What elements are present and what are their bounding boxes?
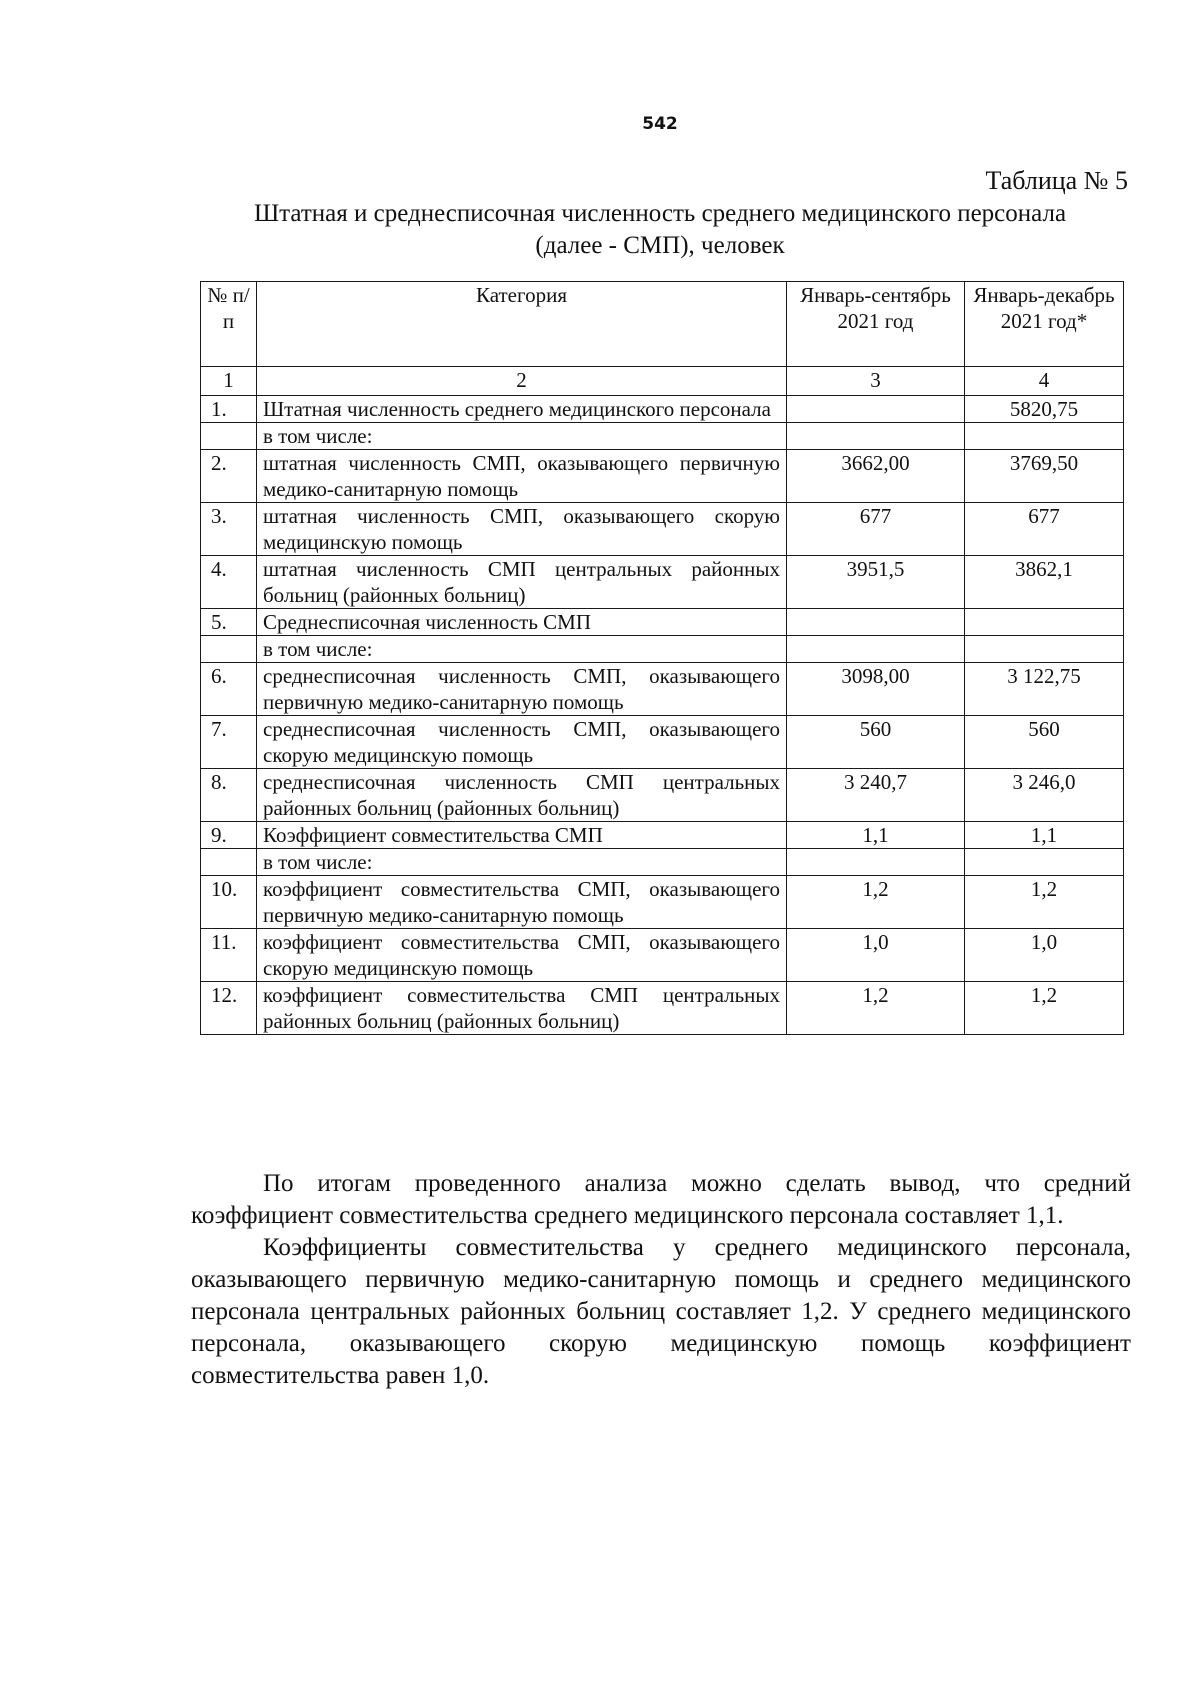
row-category: коэффициент совместительства СМП центральных районных больниц (районных больниц) bbox=[257, 982, 787, 1035]
header-category: Категория bbox=[257, 282, 787, 367]
table-row bbox=[201, 769, 1124, 822]
row-number bbox=[201, 423, 257, 450]
row-number bbox=[201, 849, 257, 876]
row-value-jan-dec: 1,0 bbox=[965, 929, 1124, 982]
row-number: 4. bbox=[201, 556, 257, 609]
header-col4: Январь-декабрь 2021 год* bbox=[965, 282, 1124, 367]
row-value-jan-dec: 1,1 bbox=[965, 822, 1124, 849]
page-number: 542 bbox=[642, 114, 678, 134]
row-category: среднесписочная численность СМП, оказывающего скорую медицинскую помощь bbox=[257, 716, 787, 769]
row-value-jan-dec: 3 122,75 bbox=[965, 663, 1124, 716]
table-caption bbox=[160, 198, 1160, 262]
row-value-jan-dec bbox=[965, 636, 1124, 663]
row-number bbox=[201, 636, 257, 663]
row-category: Коэффициент совместительства СМП bbox=[257, 822, 787, 849]
row-number: 5. bbox=[201, 609, 257, 636]
table-row bbox=[201, 663, 1124, 716]
row-value-jan-sep: 677 bbox=[787, 503, 965, 556]
table-row bbox=[201, 636, 1124, 663]
row-number: 6. bbox=[201, 663, 257, 716]
row-number: 12. bbox=[201, 982, 257, 1035]
row-number: 9. bbox=[201, 822, 257, 849]
table-row bbox=[201, 450, 1124, 503]
column-index: 1 bbox=[201, 367, 257, 396]
table-row bbox=[201, 609, 1124, 636]
row-category: коэффициент совместительства СМП, оказывающего первичную медико-санитарную помощь bbox=[257, 876, 787, 929]
row-number: 10. bbox=[201, 876, 257, 929]
row-value-jan-sep: 1,2 bbox=[787, 876, 965, 929]
row-number: 2. bbox=[201, 450, 257, 503]
table-row bbox=[201, 503, 1124, 556]
row-value-jan-sep: 560 bbox=[787, 716, 965, 769]
row-value-jan-dec: 3862,1 bbox=[965, 556, 1124, 609]
table-row bbox=[201, 849, 1124, 876]
row-value-jan-dec: 3769,50 bbox=[965, 450, 1124, 503]
row-category: среднесписочная численность СМП, оказывающего первичную медико-санитарную помощь bbox=[257, 663, 787, 716]
row-value-jan-sep: 3 240,7 bbox=[787, 769, 965, 822]
row-value-jan-dec: 560 bbox=[965, 716, 1124, 769]
row-value-jan-sep: 1,2 bbox=[787, 982, 965, 1035]
row-number: 8. bbox=[201, 769, 257, 822]
caption-line-2: (далее - СМП), человек bbox=[535, 232, 785, 259]
staffing-table bbox=[200, 281, 1124, 1035]
row-value-jan-sep bbox=[787, 609, 965, 636]
row-category: штатная численность СМП, оказывающего скорую медицинскую помощь bbox=[257, 503, 787, 556]
row-category: в том числе: bbox=[257, 423, 787, 450]
row-value-jan-dec bbox=[965, 423, 1124, 450]
row-value-jan-dec bbox=[965, 609, 1124, 636]
header-col3: Январь-сентябрь 2021 год bbox=[787, 282, 965, 367]
row-value-jan-dec: 3 246,0 bbox=[965, 769, 1124, 822]
row-number: 3. bbox=[201, 503, 257, 556]
row-category: штатная численность СМП центральных районных больниц (районных больниц) bbox=[257, 556, 787, 609]
row-value-jan-dec: 5820,75 bbox=[965, 396, 1124, 423]
row-value-jan-sep bbox=[787, 849, 965, 876]
row-value-jan-sep bbox=[787, 636, 965, 663]
row-value-jan-sep bbox=[787, 423, 965, 450]
table-label: Таблица № 5 bbox=[985, 166, 1128, 195]
row-category: среднесписочная численность СМП центральных районных больниц (районных больниц) bbox=[257, 769, 787, 822]
row-number: 11. bbox=[201, 929, 257, 982]
header-num: № п/п bbox=[201, 282, 257, 367]
summary-text bbox=[191, 1168, 1131, 1392]
row-category: в том числе: bbox=[257, 849, 787, 876]
summary-paragraph-2: Коэффициенты совместительства у среднего медицинского персонала, оказывающего первичную медико-санитарную помощь и среднего медицинского персонала центральных районных больниц составляет 1,2. У среднего медицинского персонала, оказывающего скорую медицинскую помощь коэффициент совместительства равен 1,0. bbox=[191, 1234, 1131, 1389]
row-category: штатная численность СМП, оказывающего первичную медико-санитарную помощь bbox=[257, 450, 787, 503]
row-value-jan-sep: 1,0 bbox=[787, 929, 965, 982]
caption-line-1: Штатная и среднесписочная численность среднего медицинского персонала bbox=[253, 200, 1067, 227]
row-number: 7. bbox=[201, 716, 257, 769]
table-row bbox=[201, 396, 1124, 423]
row-value-jan-dec bbox=[965, 849, 1124, 876]
table-row bbox=[201, 929, 1124, 982]
row-value-jan-sep: 1,1 bbox=[787, 822, 965, 849]
row-category: коэффициент совместительства СМП, оказывающего скорую медицинскую помощь bbox=[257, 929, 787, 982]
table-row bbox=[201, 982, 1124, 1035]
table-row bbox=[201, 556, 1124, 609]
column-index-row bbox=[201, 367, 1124, 396]
table-row bbox=[201, 876, 1124, 929]
row-category: в том числе: bbox=[257, 636, 787, 663]
column-index: 4 bbox=[965, 367, 1124, 396]
row-value-jan-dec: 677 bbox=[965, 503, 1124, 556]
row-value-jan-sep: 3098,00 bbox=[787, 663, 965, 716]
row-value-jan-sep bbox=[787, 396, 965, 423]
row-value-jan-dec: 1,2 bbox=[965, 876, 1124, 929]
row-category: Штатная численность среднего медицинского персонала bbox=[257, 396, 787, 423]
row-category: Среднесписочная численность СМП bbox=[257, 609, 787, 636]
row-value-jan-sep: 3951,5 bbox=[787, 556, 965, 609]
column-index: 3 bbox=[787, 367, 965, 396]
row-number: 1. bbox=[201, 396, 257, 423]
row-value-jan-dec: 1,2 bbox=[965, 982, 1124, 1035]
table-row bbox=[201, 716, 1124, 769]
row-value-jan-sep: 3662,00 bbox=[787, 450, 965, 503]
table-body bbox=[201, 396, 1124, 1035]
table-row bbox=[201, 423, 1124, 450]
table-header-row bbox=[201, 282, 1124, 367]
column-index: 2 bbox=[257, 367, 787, 396]
summary-paragraph-1: По итогам проведенного анализа можно сделать вывод, что средний коэффициент совместительства среднего медицинского персонала составляет 1,1. bbox=[191, 1170, 1131, 1229]
table-row bbox=[201, 822, 1124, 849]
